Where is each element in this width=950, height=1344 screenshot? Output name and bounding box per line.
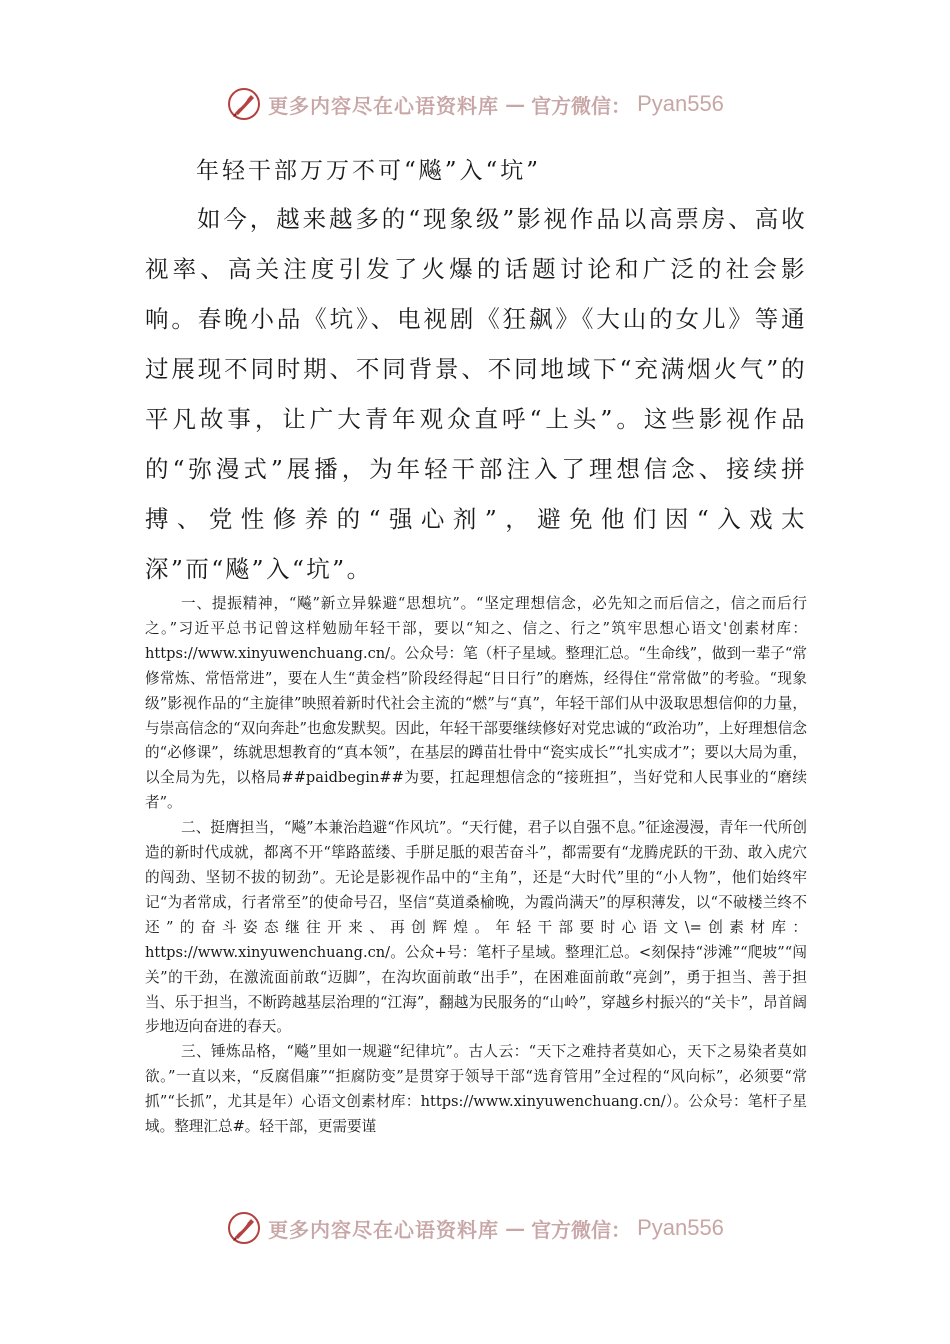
banner-wechat-id: Pyan556 <box>637 91 724 116</box>
document-title: 年轻干部万万不可“飚”入“坑” <box>196 158 542 184</box>
body-paragraph-2: 二、挺膺担当，“飚”本兼治趋避“作风坑”。“天行健，君子以自强不息。”征途漫漫，青年一代所创造的新时代成就，都离不开“筚路蓝缕、手胼足胝的艰苦奋斗”，都需要有“龙腾虎跃的干劲、敢入虎穴的闯劲、坚韧不拔的韧劲”。无论是影视作品中的“主角”，还是“大时代”里的“小人物”，他们始终牢记“为者常成，行者常至”的使命号召，坚信“莫道桑榆晚，为霞尚满天”的厚积薄发，以“不破楼兰终不还”的奋斗姿态继往开来、再创辉煌。年轻干部要时心语文\=创素材库：https://www.xinyuwenchuang.cn/。公众+号：笔杆子星域。整理汇总。<刻保持“涉滩”“爬坡”“闯关”的干劲，在激流面前敢“迈脚”，在沟坎面前敢“出手”，在困难面前敢“亮剑”，勇于担当、善于担当、乐于担当，不断跨越基层治理的“江海”，翻越为民服务的“山岭”，穿越乡村振兴的“关卡”，昂首阔步地迈向奋进的春天。 <box>145 819 807 1036</box>
pen-feather-logo-icon <box>226 1210 262 1246</box>
banner-wechat-label: 官方微信： <box>531 93 632 118</box>
header-watermark-banner <box>0 84 950 124</box>
footer-watermark-banner <box>0 1208 950 1248</box>
banner-main-text: 更多内容尽在心语资料库 <box>268 1217 500 1242</box>
banner-main-text: 更多内容尽在心语资料库 <box>268 93 500 118</box>
banner-wechat-label: 官方微信： <box>531 1217 632 1242</box>
body-paragraph-1: 一、提振精神，“飚”新立异躲避“思想坑”。“坚定理想信念，必先知之而后信之，信之而后行之。”习近平总书记曾这样勉励年轻干部，要以“知之、信之、行之”筑牢思想心语文'创素材库：https://www.xinyuwenchuang.cn/。公众号：笔（杆子星域。整理汇总。“生命线”，做到一辈子“常修常炼、常悟常进”，要在人生“黄金档”阶段经得起“日日行”的磨炼，经得住“常常做”的考验。“现象级”影视作品的“主旋律”映照着新时代社会主流的“燃”与“真”，年轻干部们从中汲取思想信仰的力量，与崇高信念的“双向奔赴”也愈发默契。因此，年轻干部要继续修好对党忠诚的“政治功”，上好理想信念的“必修课”，练就思想教育的“真本领”，在基层的蹲苗壮骨中“瓷实成长”“扎实成才”；要以大局为重，以全局为先，以格局##paidbegin##为要，扛起理想信念的“接班担”，当好党和人民事业的“磨续者”。 <box>145 595 807 812</box>
banner-separator: — <box>505 1216 526 1240</box>
banner-wechat-id: Pyan556 <box>637 1215 724 1240</box>
body-section <box>145 592 807 1140</box>
body-paragraph-3: 三、锤炼品格，“飚”里如一规避“纪律坑”。古人云：“天下之难持者莫如心，天下之易染者莫如欲。”一直以来，“反腐倡廉”“拒腐防变”是贯穿于领导干部“选育管用”全过程的“风向标”，必须要“常抓”“长抓”，尤其是年）心语文创素材库：https://www.xinyuwenchuang.cn/）。公众号：笔杆子星域。整理汇总#。轻干部，更需要谨 <box>145 1043 807 1136</box>
banner-separator: — <box>505 92 526 116</box>
pen-feather-logo-icon <box>226 86 262 122</box>
intro-paragraph: 如今，越来越多的“现象级”影视作品以高票房、高收视率、高关注度引发了火爆的话题讨论和广泛的社会影响。春晚小品《坑》、电视剧《狂飙》《大山的女儿》等通过展现不同时期、不同背景、不同地域下“充满烟火气”的平凡故事，让广大青年观众直呼“上头”。这些影视作品的“弥漫式”展播，为年轻干部注入了理想信念、接续拼搏、党性修养的“强心剂”，避免他们因“入戏太深”而“飚”入“坑”。 <box>145 205 807 583</box>
